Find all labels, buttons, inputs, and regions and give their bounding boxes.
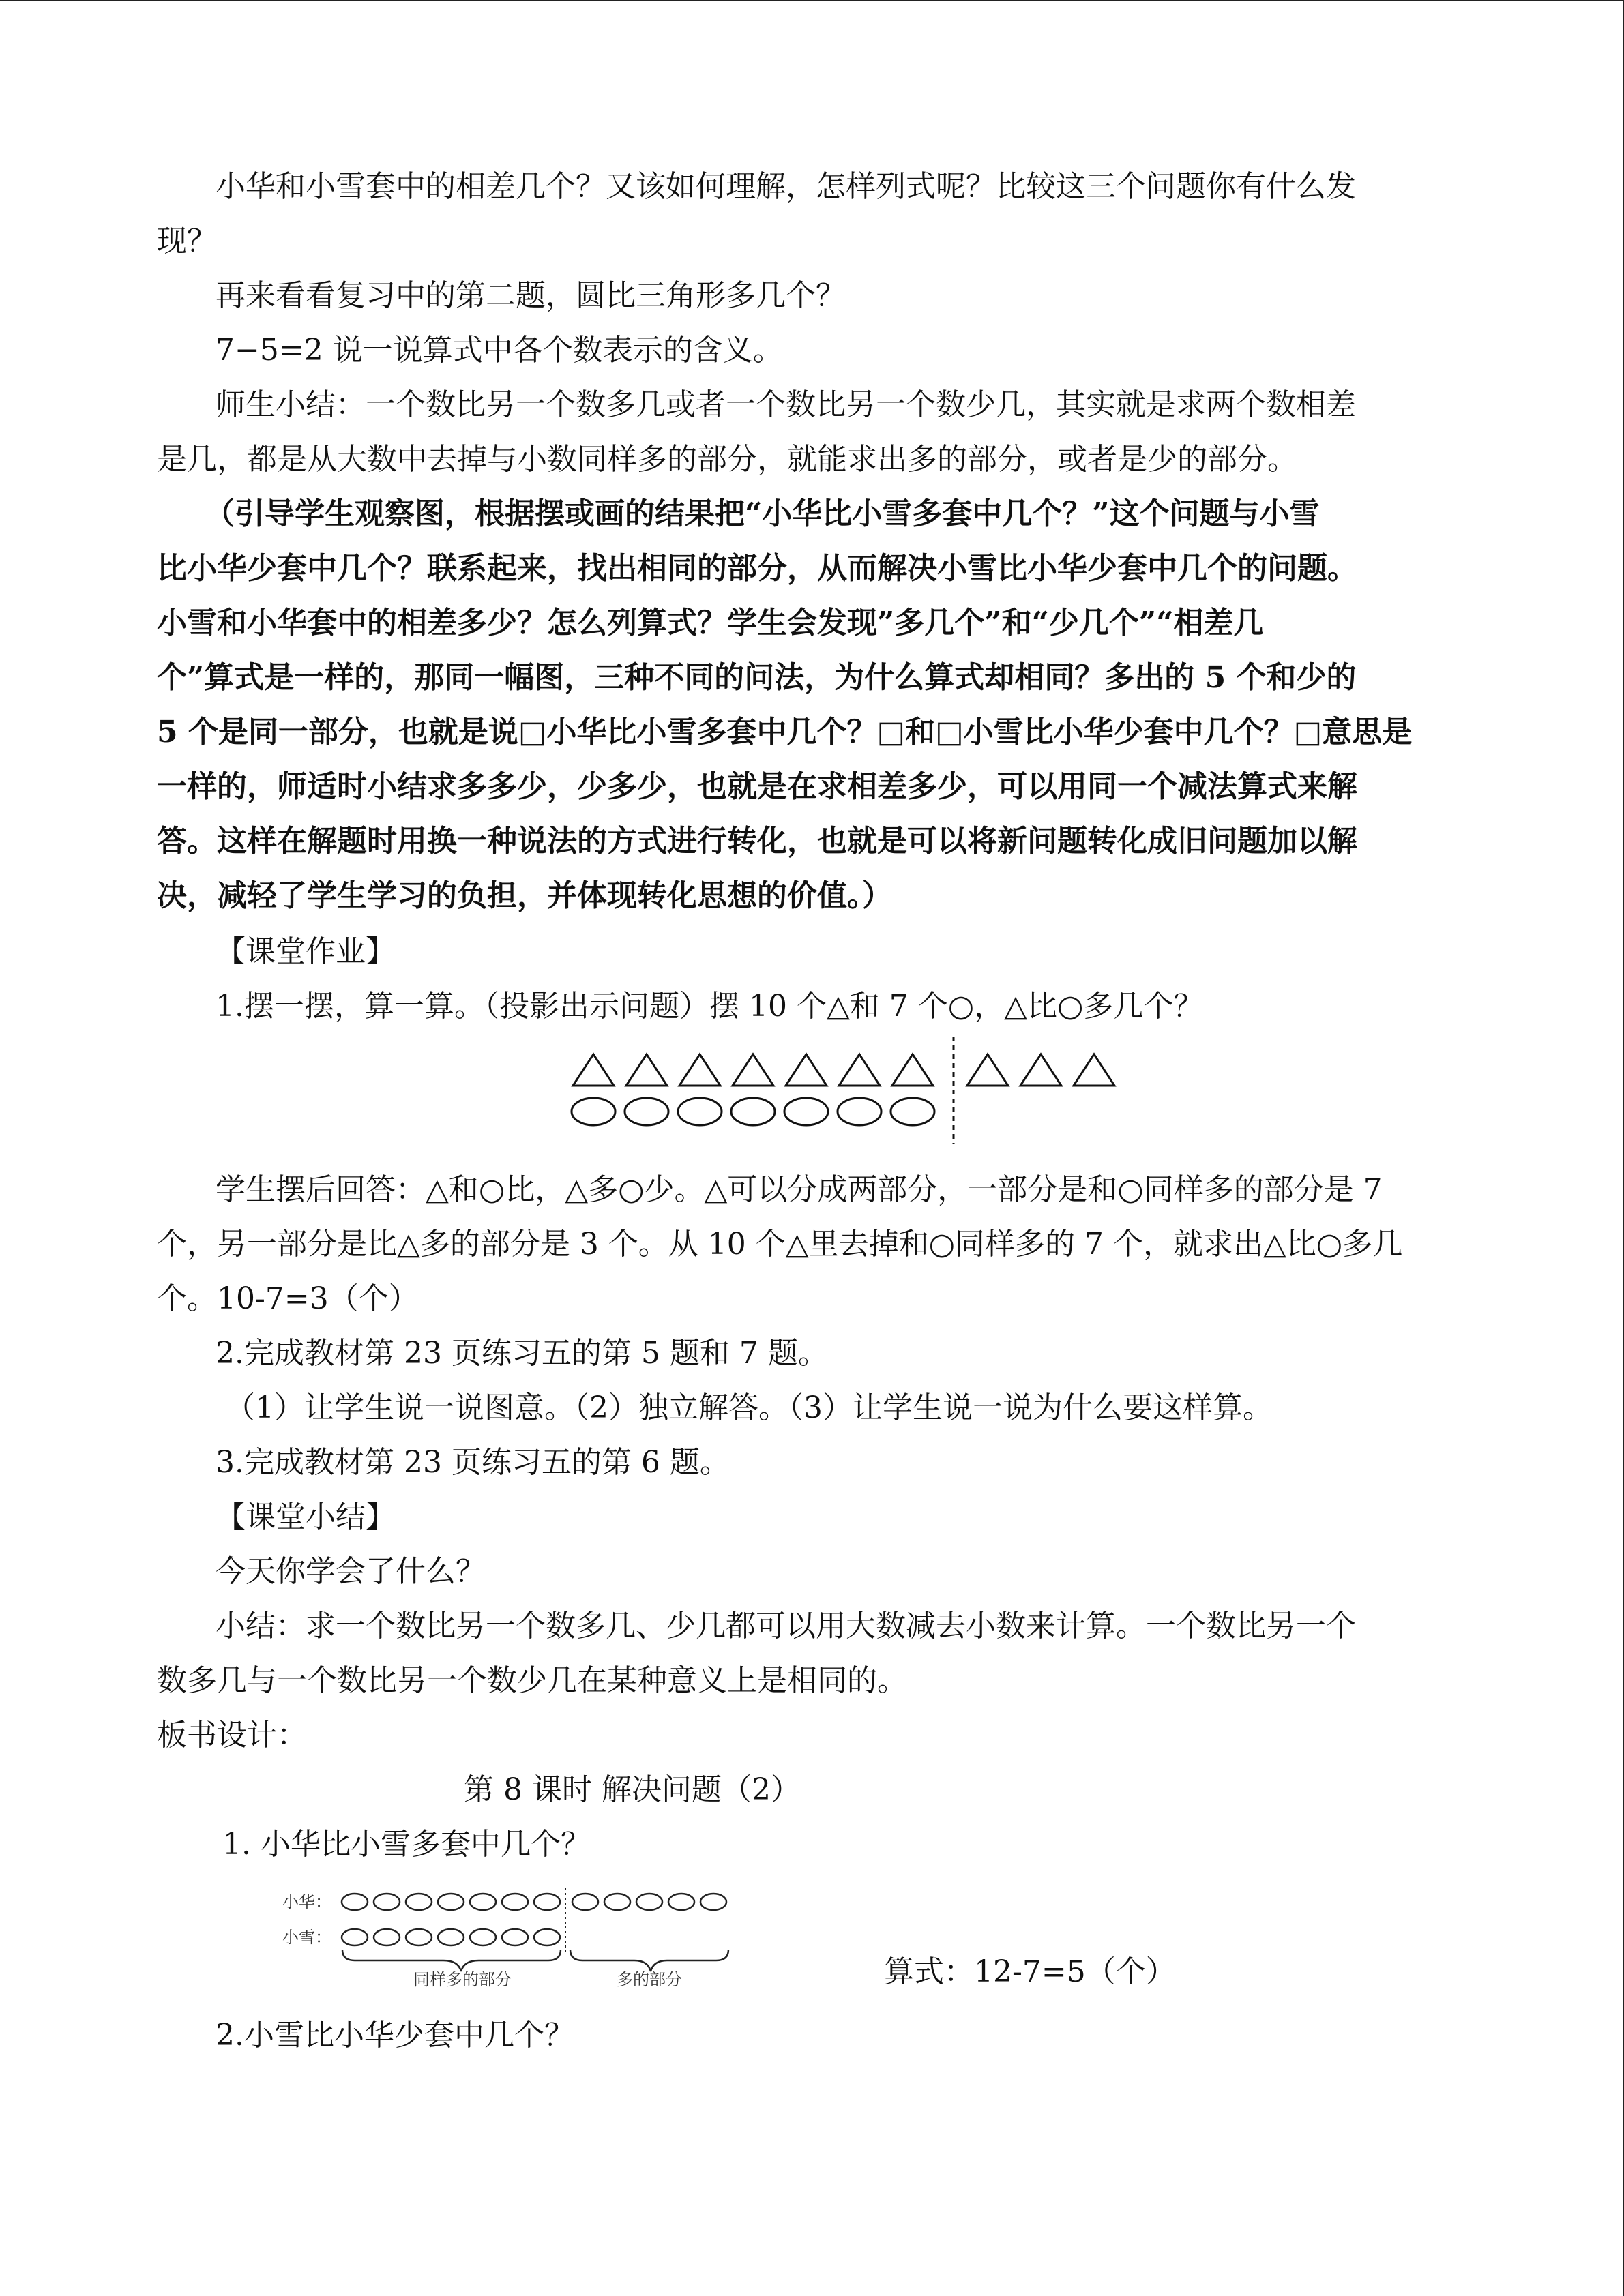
- ring-xiaoxue: [534, 1929, 560, 1945]
- ring-xiaohua: [470, 1894, 496, 1910]
- ring-xiaoxue: [470, 1929, 496, 1945]
- classwork-question-3: 3.完成教材第 23 页练习五的第 6 题。: [216, 1445, 730, 1480]
- ring-xiaoxue: [502, 1929, 528, 1945]
- summary-question: 今天你学会了什么？: [216, 1554, 486, 1589]
- triangle-shape: [626, 1054, 667, 1086]
- page-border-top: [0, 0, 1624, 1]
- bold-paragraph-line: 5 个是同一部分，也就是说□小华比小雪多套中几个？□和□小雪比小华少套中几个？□意思是: [157, 715, 1413, 749]
- brace-label-same-part: 同样多的部分: [413, 1970, 512, 1988]
- board-title: 第 8 课时 解决问题（2）: [464, 1772, 801, 1807]
- classwork-steps: （1）让学生说一说图意。（2）独立解答。（3）让学生说一说为什么要这样算。: [225, 1390, 1273, 1425]
- ring-xiaohua: [406, 1894, 432, 1910]
- triangle-shape: [733, 1054, 773, 1086]
- summary-line: 数多几与一个数比另一个数少几在某种意义上是相同的。: [157, 1663, 907, 1698]
- circle-shape: [731, 1098, 775, 1125]
- bold-paragraph-line: 比小华少套中几个？联系起来，找出相同的部分，从而解决小雪比小华少套中几个的问题。: [157, 551, 1357, 586]
- bold-paragraph-line: 一样的，师适时小结求多多少，少多少，也就是在求相差多少，可以用同一个减法算式来解: [157, 769, 1357, 804]
- bold-paragraph-line: 个”算式是一样的，那同一幅图，三种不同的问法，为什么算式却相同？多出的 5 个和少的: [157, 660, 1357, 695]
- paragraph-line: 再来看看复习中的第二题，圆比三角形多几个？: [216, 278, 846, 313]
- ring-xiaoxue: [438, 1929, 464, 1945]
- circle-shape: [838, 1098, 881, 1125]
- paragraph-line: 是几，都是从大数中去掉与小数同样多的部分，就能求出多的部分，或者是少的部分。: [157, 442, 1297, 477]
- summary-line: 小结：求一个数比另一个数多几、少几都可以用大数减去小数来计算。一个数比另一个: [216, 1609, 1356, 1643]
- ring-xiaohua: [342, 1894, 368, 1910]
- paragraph-line: 小华和小雪套中的相差几个？又该如何理解，怎样列式呢？比较这三个问题你有什么发: [216, 169, 1356, 204]
- paragraph-line: 7−5=2 说一说算式中各个数表示的含义。: [216, 333, 783, 368]
- triangle-shape: [1020, 1054, 1061, 1086]
- row-label-xiaoxue: 小雪：: [282, 1928, 331, 1947]
- ring-xiaohua: [374, 1894, 400, 1910]
- circle-shape: [784, 1098, 828, 1125]
- section-heading-summary: 【课堂小结】: [216, 1500, 396, 1534]
- triangle-shape: [1074, 1054, 1114, 1086]
- ring-xiaoxue: [374, 1929, 400, 1945]
- ring-xiaohua: [636, 1894, 662, 1910]
- rings-comparison-figure: [280, 1879, 825, 1988]
- classwork-question-2: 2.完成教材第 23 页练习五的第 5 题和 7 题。: [216, 1336, 828, 1371]
- bold-paragraph-line: 小雪和小华套中的相差多少？怎么列算式？学生会发现”多几个”和“少几个”“相差几: [157, 606, 1264, 640]
- answer-line: 个。10-7=3（个）: [157, 1281, 419, 1316]
- ring-xiaohua: [502, 1894, 528, 1910]
- ring-xiaohua: [534, 1894, 560, 1910]
- ring-xiaohua: [668, 1894, 694, 1910]
- ring-xiaohua: [700, 1894, 726, 1910]
- board-item-2: 2.小雪比小华少套中几个？: [216, 2018, 574, 2053]
- ring-xiaohua: [438, 1894, 464, 1910]
- triangle-shape: [839, 1054, 880, 1086]
- triangles-circles-figure: [559, 1037, 1132, 1146]
- circle-shape: [891, 1098, 934, 1125]
- circle-shape: [625, 1098, 668, 1125]
- bold-paragraph-line: 决，减轻了学生学习的负担，并体现转化思想的价值。）: [157, 878, 892, 913]
- triangle-shape: [573, 1054, 614, 1086]
- paragraph-line: 现？: [157, 224, 217, 258]
- brace-same-part: [342, 1950, 561, 1971]
- circle-shape: [572, 1098, 615, 1125]
- ring-xiaohua: [604, 1894, 630, 1910]
- circle-shape: [678, 1098, 722, 1125]
- ring-xiaohua: [572, 1894, 598, 1910]
- bold-paragraph-line: （引导学生观察图，根据摆或画的结果把“小华比小雪多套中几个？”这个问题与小雪: [205, 496, 1320, 531]
- brace-extra-part: [570, 1950, 728, 1971]
- triangle-shape: [679, 1054, 720, 1086]
- bold-paragraph-line: 答。这样在解题时用换一种说法的方式进行转化，也就是可以将新问题转化成旧问题加以解: [157, 824, 1357, 859]
- triangle-shape: [967, 1054, 1008, 1086]
- triangle-shape: [786, 1054, 827, 1086]
- triangle-shape: [892, 1054, 933, 1086]
- board-design-label: 板书设计：: [157, 1718, 307, 1753]
- section-heading-classwork: 【课堂作业】: [216, 934, 396, 969]
- ring-xiaoxue: [406, 1929, 432, 1945]
- ring-xiaoxue: [342, 1929, 368, 1945]
- brace-label-extra-part: 多的部分: [617, 1970, 682, 1988]
- paragraph-line: 师生小结：一个数比另一个数多几或者一个数比另一个数少几，其实就是求两个数相差: [216, 387, 1356, 422]
- row-label-xiaohua: 小华：: [282, 1892, 331, 1911]
- answer-line: 学生摆后回答：△和○比，△多○少。△可以分成两部分，一部分是和○同样多的部分是 7: [216, 1172, 1383, 1207]
- board-item-1: 1. 小华比小雪多套中几个？: [222, 1827, 591, 1862]
- classwork-question-1: 1.摆一摆，算一算。（投影出示问题）摆 10 个△和 7 个○，△比○多几个？: [216, 989, 1204, 1024]
- answer-line: 个，另一部分是比△多的部分是 3 个。从 10 个△里去掉和○同样多的 7 个，就求出△比○多几: [157, 1227, 1403, 1262]
- board-formula: 算式：12-7=5（个）: [884, 1954, 1176, 1989]
